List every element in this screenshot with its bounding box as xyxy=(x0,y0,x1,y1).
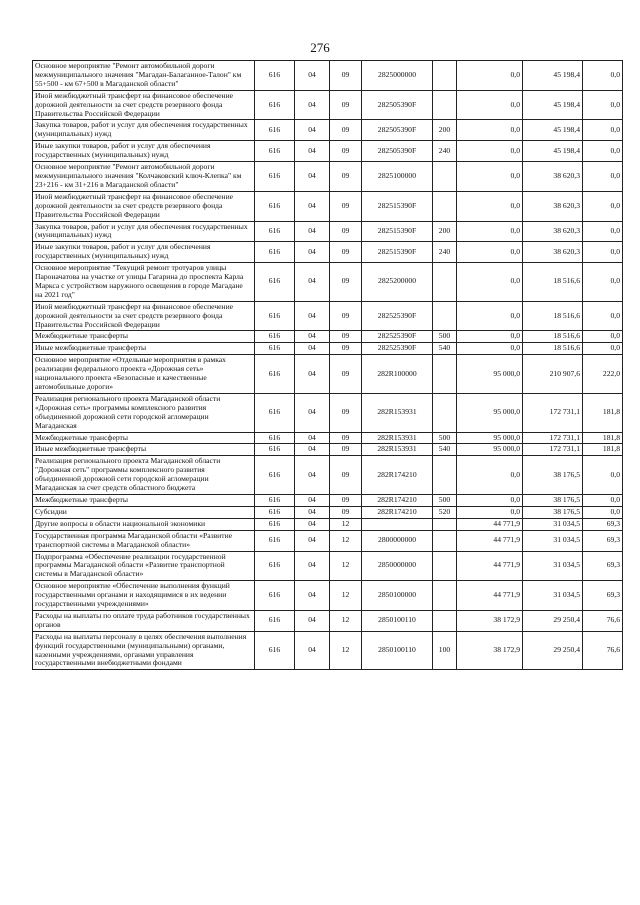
cell-percent: 181,8 xyxy=(583,444,623,456)
cell-section-code: 04 xyxy=(295,331,330,343)
cell-subsection-code: 09 xyxy=(330,444,362,456)
table-row xyxy=(33,90,623,120)
cell-section-code: 04 xyxy=(295,631,330,670)
cell-section-code: 04 xyxy=(295,581,330,611)
cell-percent: 69,3 xyxy=(583,551,623,581)
cell-subsection-code: 09 xyxy=(330,506,362,518)
cell-grbs-code: 616 xyxy=(255,263,295,302)
cell-expense-type xyxy=(433,551,457,581)
cell-name: Расходы на выплаты персоналу в целях обеспечения выполнения функций государственными (муниципальными) органами, казенными учреждениями, органами управления государственными внебюджетными фондами xyxy=(33,631,255,670)
cell-amount-executed: 38 176,5 xyxy=(523,506,583,518)
table-row xyxy=(33,355,623,394)
cell-name: Другие вопросы в области национальной экономики xyxy=(33,518,255,530)
cell-expense-type xyxy=(433,162,457,192)
cell-percent: 76,6 xyxy=(583,610,623,631)
cell-percent: 76,6 xyxy=(583,631,623,670)
cell-name: Государственная программа Магаданской области «Развитие транспортной системы в Магаданской области» xyxy=(33,530,255,551)
cell-percent: 0,0 xyxy=(583,221,623,242)
table-row xyxy=(33,444,623,456)
cell-subsection-code: 09 xyxy=(330,301,362,331)
cell-section-code: 04 xyxy=(295,530,330,551)
cell-grbs-code: 616 xyxy=(255,581,295,611)
table-row xyxy=(33,456,623,495)
cell-percent: 0,0 xyxy=(583,191,623,221)
cell-target-article: 282525390F xyxy=(362,301,433,331)
cell-target-article: 2850100110 xyxy=(362,631,433,670)
cell-expense-type: 200 xyxy=(433,120,457,141)
cell-expense-type xyxy=(433,355,457,394)
cell-grbs-code: 616 xyxy=(255,162,295,192)
cell-expense-type: 500 xyxy=(433,494,457,506)
cell-grbs-code: 616 xyxy=(255,331,295,343)
table-row xyxy=(33,432,623,444)
cell-amount-plan: 0,0 xyxy=(457,120,523,141)
cell-name: Подпрограмма «Обеспечение реализации государственной программы Магаданской области «Развитие транспортной системы в Магаданской области» xyxy=(33,551,255,581)
cell-expense-type xyxy=(433,90,457,120)
cell-amount-executed: 45 198,4 xyxy=(523,90,583,120)
cell-expense-type: 500 xyxy=(433,432,457,444)
cell-target-article: 282R153931 xyxy=(362,432,433,444)
cell-section-code: 04 xyxy=(295,432,330,444)
cell-amount-plan: 38 172,9 xyxy=(457,610,523,631)
cell-expense-type: 540 xyxy=(433,444,457,456)
cell-target-article: 282515390F xyxy=(362,242,433,263)
cell-amount-plan: 0,0 xyxy=(457,263,523,302)
cell-grbs-code: 616 xyxy=(255,301,295,331)
table-row xyxy=(33,518,623,530)
cell-percent: 0,0 xyxy=(583,141,623,162)
cell-target-article: 282R100000 xyxy=(362,355,433,394)
cell-grbs-code: 616 xyxy=(255,530,295,551)
cell-amount-executed: 38 620,3 xyxy=(523,221,583,242)
cell-name: Межбюджетные трансферты xyxy=(33,494,255,506)
cell-subsection-code: 09 xyxy=(330,221,362,242)
cell-grbs-code: 616 xyxy=(255,432,295,444)
cell-amount-plan: 0,0 xyxy=(457,191,523,221)
cell-percent: 0,0 xyxy=(583,494,623,506)
table-row xyxy=(33,610,623,631)
cell-name: Основное мероприятие «Отдельные мероприятия в рамках реализации федерального проекта «Дорожная сеть» национального проекта «Безопасные и качественные автомобильные дороги» xyxy=(33,355,255,394)
cell-amount-executed: 172 731,1 xyxy=(523,444,583,456)
cell-expense-type xyxy=(433,61,457,91)
cell-subsection-code: 12 xyxy=(330,530,362,551)
cell-percent: 0,0 xyxy=(583,162,623,192)
cell-subsection-code: 12 xyxy=(330,610,362,631)
table-row xyxy=(33,120,623,141)
cell-expense-type xyxy=(433,456,457,495)
cell-percent: 69,3 xyxy=(583,530,623,551)
cell-section-code: 04 xyxy=(295,191,330,221)
cell-target-article: 2850100110 xyxy=(362,610,433,631)
cell-name: Иные межбюджетные трансферты xyxy=(33,343,255,355)
table-row xyxy=(33,530,623,551)
cell-expense-type xyxy=(433,191,457,221)
cell-amount-plan: 0,0 xyxy=(457,162,523,192)
cell-section-code: 04 xyxy=(295,551,330,581)
cell-expense-type: 100 xyxy=(433,631,457,670)
cell-subsection-code: 09 xyxy=(330,120,362,141)
table-row xyxy=(33,506,623,518)
cell-target-article: 282R174210 xyxy=(362,456,433,495)
cell-name: Иные межбюджетные трансферты xyxy=(33,444,255,456)
cell-grbs-code: 616 xyxy=(255,343,295,355)
cell-subsection-code: 12 xyxy=(330,581,362,611)
cell-expense-type xyxy=(433,393,457,432)
cell-target-article: 282505390F xyxy=(362,120,433,141)
cell-grbs-code: 616 xyxy=(255,141,295,162)
cell-amount-plan: 95 000,0 xyxy=(457,444,523,456)
table-row xyxy=(33,141,623,162)
cell-amount-plan: 38 172,9 xyxy=(457,631,523,670)
table-row xyxy=(33,551,623,581)
cell-expense-type: 540 xyxy=(433,343,457,355)
cell-amount-plan: 0,0 xyxy=(457,61,523,91)
cell-section-code: 04 xyxy=(295,494,330,506)
cell-percent: 0,0 xyxy=(583,343,623,355)
cell-amount-plan: 0,0 xyxy=(457,331,523,343)
cell-grbs-code: 616 xyxy=(255,518,295,530)
cell-amount-executed: 38 176,5 xyxy=(523,494,583,506)
cell-target-article: 2825200000 xyxy=(362,263,433,302)
cell-amount-executed: 172 731,1 xyxy=(523,393,583,432)
cell-expense-type: 500 xyxy=(433,331,457,343)
cell-expense-type: 520 xyxy=(433,506,457,518)
cell-grbs-code: 616 xyxy=(255,191,295,221)
table-row xyxy=(33,343,623,355)
cell-amount-plan: 44 771,9 xyxy=(457,518,523,530)
cell-amount-plan: 0,0 xyxy=(457,506,523,518)
cell-grbs-code: 616 xyxy=(255,242,295,263)
cell-target-article: 282R153931 xyxy=(362,393,433,432)
cell-target-article: 282505390F xyxy=(362,90,433,120)
cell-target-article: 282R174210 xyxy=(362,506,433,518)
cell-amount-executed: 18 516,6 xyxy=(523,301,583,331)
cell-subsection-code: 09 xyxy=(330,90,362,120)
cell-section-code: 04 xyxy=(295,444,330,456)
cell-section-code: 04 xyxy=(295,120,330,141)
cell-subsection-code: 09 xyxy=(330,263,362,302)
cell-amount-plan: 0,0 xyxy=(457,456,523,495)
cell-amount-executed: 45 198,4 xyxy=(523,141,583,162)
cell-name: Иной межбюджетный трансферт на финансовое обеспечение дорожной деятельности за счет средств резервного фонда Правительства Российской Федерации xyxy=(33,301,255,331)
cell-subsection-code: 09 xyxy=(330,61,362,91)
cell-percent: 181,8 xyxy=(583,393,623,432)
cell-grbs-code: 616 xyxy=(255,355,295,394)
cell-percent: 181,8 xyxy=(583,432,623,444)
cell-percent: 0,0 xyxy=(583,242,623,263)
cell-section-code: 04 xyxy=(295,393,330,432)
cell-grbs-code: 616 xyxy=(255,393,295,432)
cell-expense-type xyxy=(433,581,457,611)
cell-name: Иной межбюджетный трансферт на финансовое обеспечение дорожной деятельности за счет средств резервного фонда Правительства Российской Федерации xyxy=(33,90,255,120)
cell-target-article: 282515390F xyxy=(362,191,433,221)
cell-amount-plan: 0,0 xyxy=(457,141,523,162)
cell-grbs-code: 616 xyxy=(255,631,295,670)
cell-percent: 69,3 xyxy=(583,518,623,530)
cell-amount-executed: 38 176,5 xyxy=(523,456,583,495)
cell-percent: 0,0 xyxy=(583,61,623,91)
cell-subsection-code: 09 xyxy=(330,355,362,394)
cell-target-article: 282515390F xyxy=(362,221,433,242)
cell-percent: 0,0 xyxy=(583,263,623,302)
table-row xyxy=(33,191,623,221)
cell-subsection-code: 09 xyxy=(330,494,362,506)
cell-percent: 69,3 xyxy=(583,581,623,611)
cell-amount-executed: 38 620,3 xyxy=(523,162,583,192)
cell-target-article: 282505390F xyxy=(362,141,433,162)
cell-amount-executed: 31 034,5 xyxy=(523,530,583,551)
cell-amount-executed: 172 731,1 xyxy=(523,432,583,444)
table-row xyxy=(33,301,623,331)
cell-subsection-code: 09 xyxy=(330,456,362,495)
cell-name: Основное мероприятие «Обеспечение выполнения функций государственными органами и находящимися в их ведении государственными учреждениями» xyxy=(33,581,255,611)
cell-target-article: 2800000000 xyxy=(362,530,433,551)
cell-section-code: 04 xyxy=(295,221,330,242)
cell-name: Основное мероприятие "Текущий ремонт тротуаров улицы Пароначатова на участке от улицы Гагарина до проспекта Карла Маркса с устройством наружного освещения в городе Магадане на 2021 год" xyxy=(33,263,255,302)
table-row xyxy=(33,242,623,263)
cell-subsection-code: 12 xyxy=(330,518,362,530)
cell-subsection-code: 09 xyxy=(330,331,362,343)
cell-name: Расходы на выплаты по оплате труда работников государственных органов xyxy=(33,610,255,631)
cell-target-article xyxy=(362,518,433,530)
cell-amount-plan: 95 000,0 xyxy=(457,393,523,432)
cell-amount-plan: 0,0 xyxy=(457,494,523,506)
cell-section-code: 04 xyxy=(295,61,330,91)
cell-amount-plan: 0,0 xyxy=(457,343,523,355)
cell-subsection-code: 12 xyxy=(330,551,362,581)
cell-section-code: 04 xyxy=(295,506,330,518)
cell-amount-plan: 44 771,9 xyxy=(457,530,523,551)
cell-amount-executed: 18 516,6 xyxy=(523,263,583,302)
cell-grbs-code: 616 xyxy=(255,120,295,141)
cell-name: Иной межбюджетный трансферт на финансовое обеспечение дорожной деятельности за счет средств резервного фонда Правительства Российской Федерации xyxy=(33,191,255,221)
cell-name: Иные закупки товаров, работ и услуг для обеспечения государственных (муниципальных) нужд xyxy=(33,242,255,263)
table-body xyxy=(33,61,623,670)
cell-name: Основное мероприятие "Ремонт автомобильной дороги межмуниципального значения "Магадан-Балаганное-Талон" км 55+500 - км 67+500 в Магаданской области" xyxy=(33,61,255,91)
cell-target-article: 282525390F xyxy=(362,331,433,343)
table-row xyxy=(33,494,623,506)
cell-amount-plan: 0,0 xyxy=(457,242,523,263)
cell-amount-executed: 18 516,6 xyxy=(523,331,583,343)
cell-name: Закупка товаров, работ и услуг для обеспечения государственных (муниципальных) нужд xyxy=(33,221,255,242)
table-row xyxy=(33,61,623,91)
cell-name: Закупка товаров, работ и услуг для обеспечения государственных (муниципальных) нужд xyxy=(33,120,255,141)
cell-section-code: 04 xyxy=(295,343,330,355)
cell-name: Межбюджетные трансферты xyxy=(33,432,255,444)
cell-percent: 222,0 xyxy=(583,355,623,394)
cell-grbs-code: 616 xyxy=(255,610,295,631)
cell-amount-executed: 31 034,5 xyxy=(523,518,583,530)
table-row xyxy=(33,331,623,343)
cell-amount-executed: 29 250,4 xyxy=(523,610,583,631)
cell-amount-executed: 18 516,6 xyxy=(523,343,583,355)
cell-percent: 0,0 xyxy=(583,506,623,518)
cell-percent: 0,0 xyxy=(583,301,623,331)
cell-section-code: 04 xyxy=(295,263,330,302)
cell-expense-type xyxy=(433,263,457,302)
table-row xyxy=(33,162,623,192)
table-row xyxy=(33,581,623,611)
cell-name: Основное мероприятие "Ремонт автомобильной дороги межмуниципального значения "Колчаковский ключ-Клепка" км 23+216 - км 31+216 в Магаданской области" xyxy=(33,162,255,192)
cell-amount-plan: 95 000,0 xyxy=(457,432,523,444)
cell-expense-type xyxy=(433,301,457,331)
cell-amount-executed: 45 198,4 xyxy=(523,61,583,91)
cell-target-article: 282525390F xyxy=(362,343,433,355)
cell-section-code: 04 xyxy=(295,355,330,394)
cell-section-code: 04 xyxy=(295,242,330,263)
cell-subsection-code: 09 xyxy=(330,393,362,432)
cell-name: Субсидии xyxy=(33,506,255,518)
cell-section-code: 04 xyxy=(295,141,330,162)
cell-amount-plan: 0,0 xyxy=(457,90,523,120)
cell-amount-executed: 45 198,4 xyxy=(523,120,583,141)
cell-grbs-code: 616 xyxy=(255,494,295,506)
cell-target-article: 2825000000 xyxy=(362,61,433,91)
cell-grbs-code: 616 xyxy=(255,551,295,581)
cell-section-code: 04 xyxy=(295,301,330,331)
cell-percent: 0,0 xyxy=(583,456,623,495)
cell-expense-type xyxy=(433,518,457,530)
cell-amount-executed: 38 620,3 xyxy=(523,191,583,221)
cell-name: Реализация регионального проекта Магаданской области «Дорожная сеть» программы комплексного развития объединенной дорожной сети городской агломерации Магаданская xyxy=(33,393,255,432)
cell-amount-executed: 31 034,5 xyxy=(523,551,583,581)
table-row xyxy=(33,393,623,432)
cell-grbs-code: 616 xyxy=(255,456,295,495)
cell-target-article: 2850100000 xyxy=(362,581,433,611)
cell-subsection-code: 09 xyxy=(330,343,362,355)
cell-percent: 0,0 xyxy=(583,120,623,141)
table-row xyxy=(33,631,623,670)
cell-section-code: 04 xyxy=(295,90,330,120)
cell-expense-type: 200 xyxy=(433,221,457,242)
table-row xyxy=(33,263,623,302)
cell-expense-type: 240 xyxy=(433,242,457,263)
cell-grbs-code: 616 xyxy=(255,90,295,120)
cell-amount-plan: 0,0 xyxy=(457,221,523,242)
cell-expense-type xyxy=(433,610,457,631)
cell-target-article: 2850000000 xyxy=(362,551,433,581)
cell-subsection-code: 09 xyxy=(330,242,362,263)
cell-subsection-code: 09 xyxy=(330,162,362,192)
table-row xyxy=(33,221,623,242)
cell-section-code: 04 xyxy=(295,162,330,192)
cell-expense-type xyxy=(433,530,457,551)
cell-name: Иные закупки товаров, работ и услуг для обеспечения государственных (муниципальных) нужд xyxy=(33,141,255,162)
cell-grbs-code: 616 xyxy=(255,506,295,518)
cell-subsection-code: 09 xyxy=(330,141,362,162)
cell-amount-executed: 210 907,6 xyxy=(523,355,583,394)
cell-section-code: 04 xyxy=(295,456,330,495)
cell-grbs-code: 616 xyxy=(255,61,295,91)
cell-target-article: 282R153931 xyxy=(362,444,433,456)
cell-percent: 0,0 xyxy=(583,90,623,120)
cell-subsection-code: 12 xyxy=(330,631,362,670)
cell-target-article: 2825100000 xyxy=(362,162,433,192)
cell-target-article: 282R174210 xyxy=(362,494,433,506)
cell-section-code: 04 xyxy=(295,518,330,530)
cell-amount-plan: 44 771,9 xyxy=(457,551,523,581)
cell-grbs-code: 616 xyxy=(255,221,295,242)
cell-section-code: 04 xyxy=(295,610,330,631)
cell-name: Межбюджетные трансферты xyxy=(33,331,255,343)
cell-grbs-code: 616 xyxy=(255,444,295,456)
cell-amount-plan: 0,0 xyxy=(457,301,523,331)
cell-amount-executed: 38 620,3 xyxy=(523,242,583,263)
cell-name: Реализация регионального проекта Магаданской области "Дорожная сеть" программы комплексного развития объединенной дорожной сети городской агломерации Магаданская за счет средств областного бюджета xyxy=(33,456,255,495)
budget-table xyxy=(32,60,623,670)
page-number: 276 xyxy=(310,40,330,55)
cell-subsection-code: 09 xyxy=(330,191,362,221)
cell-percent: 0,0 xyxy=(583,331,623,343)
cell-amount-plan: 44 771,9 xyxy=(457,581,523,611)
cell-amount-plan: 95 000,0 xyxy=(457,355,523,394)
cell-amount-executed: 29 250,4 xyxy=(523,631,583,670)
cell-subsection-code: 09 xyxy=(330,432,362,444)
cell-amount-executed: 31 034,5 xyxy=(523,581,583,611)
cell-expense-type: 240 xyxy=(433,141,457,162)
